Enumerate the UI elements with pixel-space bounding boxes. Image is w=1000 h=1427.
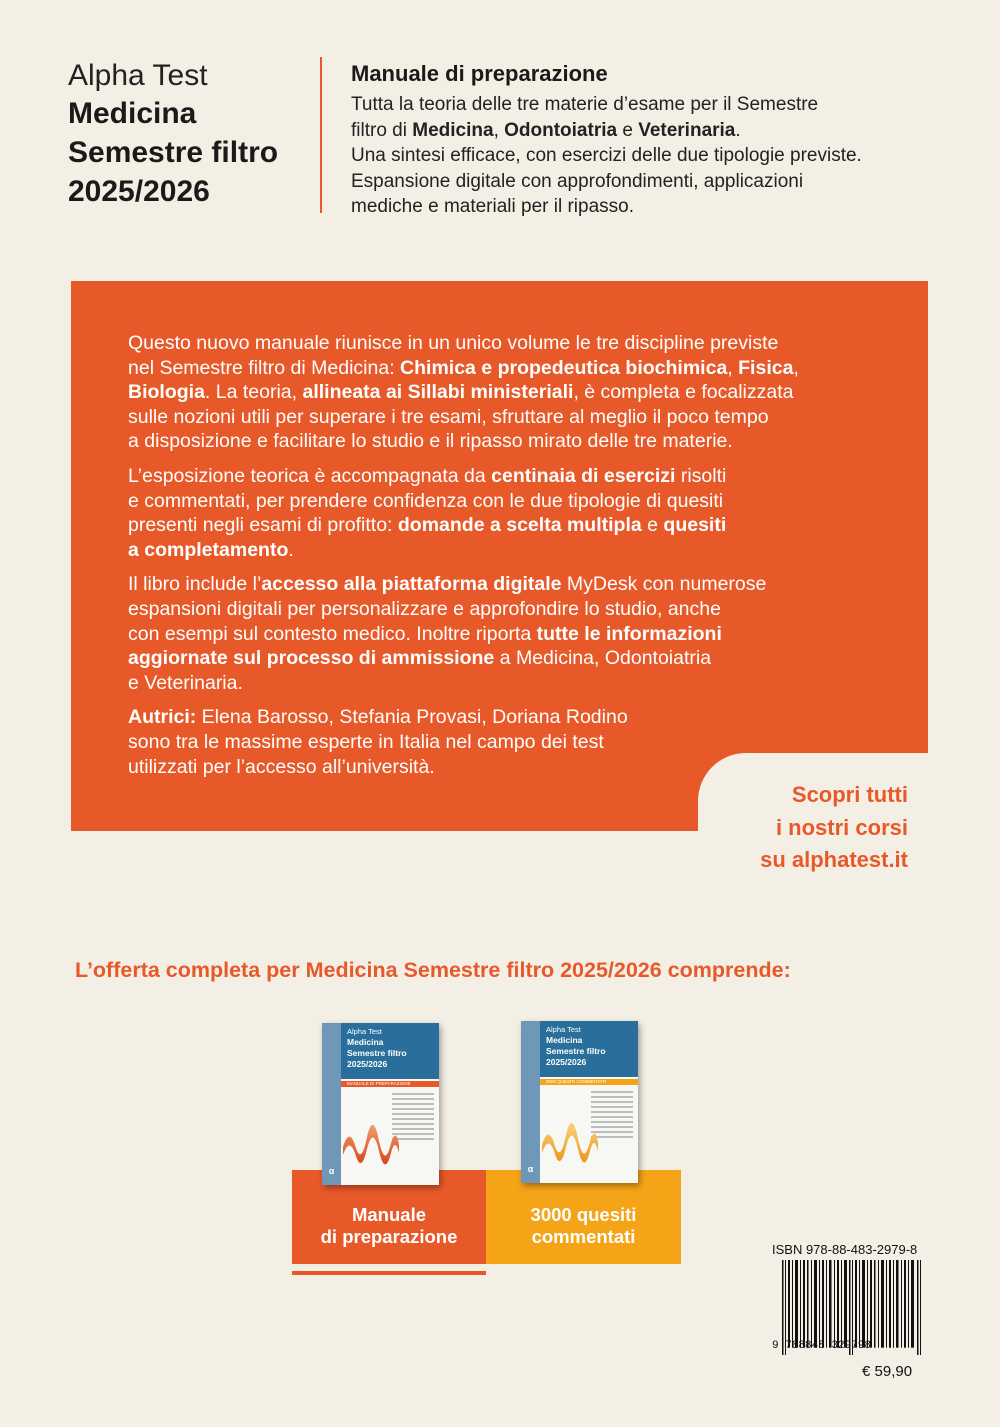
text-line: a completamento. bbox=[128, 538, 294, 561]
book-title-block bbox=[68, 58, 308, 211]
offer-heading: L’offerta completa per Medicina Semestre filtro 2025/2026 comprende: bbox=[75, 958, 791, 982]
title-line-1: Medicina bbox=[68, 97, 197, 130]
intro-line-4: Espansione digitale con approfondimenti, applicazioni bbox=[351, 170, 804, 192]
cover-band: MANUALE DI PREPARAZIONE bbox=[341, 1081, 439, 1087]
discover-line-2: i nostri corsi bbox=[775, 814, 908, 840]
product-label-line: 3000 quesiti bbox=[530, 1204, 637, 1225]
text-line: utilizzati per l’accesso all’università. bbox=[128, 755, 435, 778]
intro-line-5: mediche e materiali per il ripasso. bbox=[351, 196, 635, 217]
discover-line-3: su alphatest.it bbox=[760, 847, 908, 872]
cover-band: 3000 QUESITI COMMENTATI bbox=[540, 1079, 638, 1085]
text-line: Autrici: Elena Barosso, Stefania Provasi, Doriana Rodino bbox=[128, 706, 628, 729]
header-divider bbox=[320, 57, 322, 213]
book-cover-manual[interactable] bbox=[322, 1023, 439, 1185]
text-line: espansioni digitali per personalizzare e approfondire lo studio, anche bbox=[128, 597, 721, 620]
description-paragraph-4 bbox=[128, 705, 888, 779]
intro-heading: Manuale di preparazione bbox=[351, 61, 608, 86]
text-line: presenti negli esami di profitto: domande a scelta multipla e quesiti bbox=[128, 514, 727, 537]
product-tile-quiz[interactable] bbox=[486, 1170, 681, 1264]
text-line: Biologia. La teoria, allineata ai Sillabi ministeriali, è completa e focalizzata bbox=[128, 381, 794, 404]
description-paragraph-1 bbox=[128, 331, 888, 454]
publisher-logo-icon: α bbox=[527, 1164, 534, 1174]
product-label-line: commentati bbox=[531, 1226, 636, 1247]
intro-block bbox=[351, 60, 951, 220]
text-line: Il libro include l’accesso alla piattaforma digitale MyDesk con numerose bbox=[128, 573, 767, 596]
product-label bbox=[486, 1204, 681, 1248]
cover-title-line: 2025/2026 bbox=[347, 1059, 388, 1069]
cover-header bbox=[540, 1021, 638, 1077]
product-label-line: di preparazione bbox=[320, 1226, 458, 1247]
cover-spine bbox=[322, 1023, 341, 1185]
cover-brand: Alpha Test bbox=[546, 1025, 581, 1034]
description-paragraph-3 bbox=[128, 572, 888, 695]
title-line-3: 2025/2026 bbox=[68, 175, 210, 208]
text-line: con esempi sul contesto medico. Inoltre riporta tutte le informazioni bbox=[128, 622, 722, 645]
text-line: e Veterinaria. bbox=[128, 671, 243, 694]
isbn-label: ISBN 978-88-483-2979-8 bbox=[772, 1242, 918, 1257]
text-line: Questo nuovo manuale riunisce in un unico volume le tre discipline previste bbox=[128, 332, 779, 354]
text-line: sulle nozioni utili per superare i tre esami, sfruttare al meglio il poco tempo bbox=[128, 405, 769, 428]
cover-title-line: Medicina bbox=[546, 1035, 583, 1045]
text-line: sono tra le massime esperte in Italia nel campo dei test bbox=[128, 730, 604, 753]
book-cover-quiz[interactable] bbox=[521, 1021, 638, 1183]
text-line: aggiornate sul processo di ammissione a Medicina, Odontoiatria bbox=[128, 647, 712, 670]
cover-spine bbox=[521, 1021, 540, 1183]
discover-courses-link[interactable] bbox=[720, 779, 908, 877]
price-label: € 59,90 bbox=[862, 1363, 913, 1380]
product-label bbox=[292, 1204, 486, 1248]
wave-graphic-icon bbox=[540, 1105, 600, 1175]
cover-brand: Alpha Test bbox=[347, 1027, 382, 1036]
text-line: L’esposizione teorica è accompagnata da centinaia di esercizi risolti bbox=[128, 464, 727, 487]
text-line: a disposizione e facilitare lo studio e il ripasso mirato delle tre materie. bbox=[128, 430, 733, 453]
active-product-underline bbox=[292, 1271, 486, 1275]
intro-line-2: filtro di Medicina, Odontoiatria e Veterinaria. bbox=[351, 119, 741, 141]
intro-line-3: Una sintesi efficace, con esercizi delle due tipologie previste. bbox=[351, 145, 862, 166]
text-line: nel Semestre filtro di Medicina: Chimica e propedeutica biochimica, Fisica, bbox=[128, 356, 799, 379]
cover-title-line: 2025/2026 bbox=[546, 1057, 587, 1067]
cover-title-line: Semestre filtro bbox=[546, 1046, 606, 1056]
intro-line-1: Tutta la teoria delle tre materie d’esame per il Semestre bbox=[351, 94, 819, 115]
wave-graphic-icon bbox=[341, 1107, 401, 1177]
description-paragraph-2 bbox=[128, 464, 888, 562]
publisher-logo-icon: α bbox=[328, 1166, 335, 1176]
cover-header bbox=[341, 1023, 439, 1079]
brand-name: Alpha Test bbox=[68, 59, 208, 92]
cover-title-line: Medicina bbox=[347, 1037, 384, 1047]
discover-line-1: Scopri tutti bbox=[791, 782, 908, 807]
description-text bbox=[128, 331, 888, 789]
cover-title-line: Semestre filtro bbox=[347, 1048, 407, 1058]
product-label-line: Manuale bbox=[351, 1204, 427, 1225]
title-line-2: Semestre filtro bbox=[68, 136, 279, 169]
barcode-number: 9 788848 329798 bbox=[772, 1340, 872, 1352]
text-line: e commentati, per prendere confidenza con le due tipologie di quesiti bbox=[128, 489, 724, 512]
